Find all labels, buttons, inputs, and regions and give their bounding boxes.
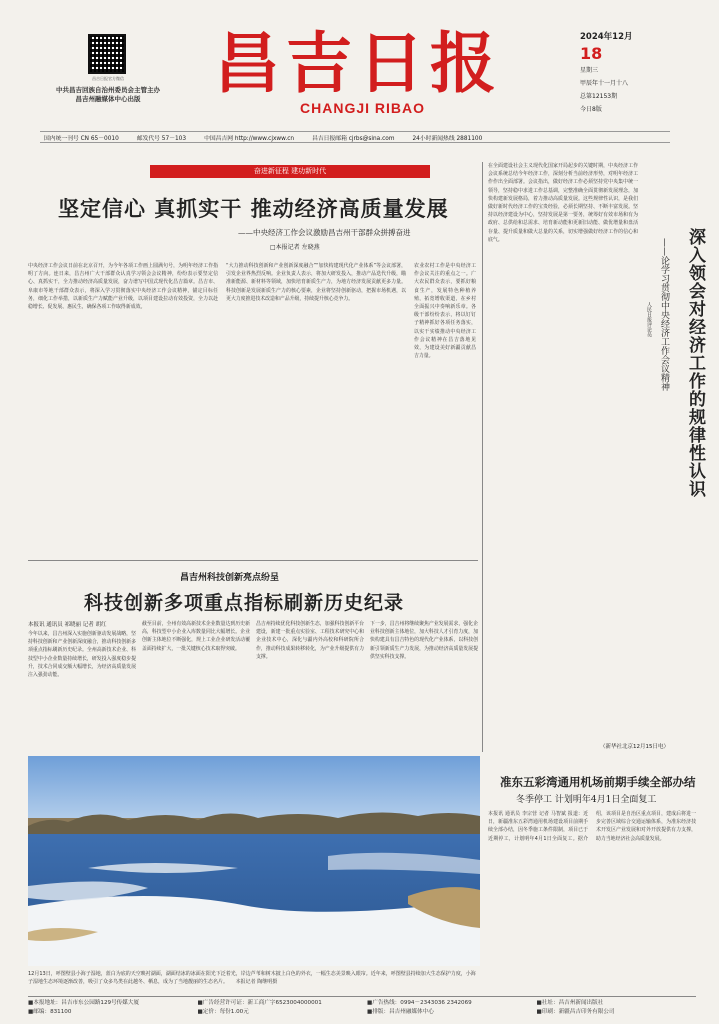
info-item: 邮发代号 57－103 bbox=[136, 135, 187, 142]
airport-body: 本报讯 通讯员 李宗营 记者 马智斌 报道：近日，新疆准东五彩湾通用机场建设项目前期手续全部办结，因冬季施工条件限制，项目已于近期停工，计划明年4月1日全面复工。据介绍，该项目是自治区重点项目，建成后将进一步完善区域综合交通运输体系，为准东经济技术开发区产业发展和对外开放提供有力支撑，助力当地经济社会高质量发展。 bbox=[488, 811, 696, 842]
science-byline: 本报讯 通讯员 祁晓丽 记者 胡红 bbox=[28, 622, 107, 628]
footer-item: ■社址：昌吉州新闻出版社 bbox=[536, 1000, 604, 1006]
commentary-dateline: （新华社北京12月15日电） bbox=[600, 744, 669, 750]
column-divider bbox=[482, 162, 483, 752]
qr-code bbox=[88, 34, 126, 74]
publisher-line-1: 中共昌吉回族自治州委员会主管主办 bbox=[56, 86, 160, 94]
footer-item: ■广告经营许可证：新工商广字6523004000001 bbox=[197, 1000, 322, 1006]
photo-credit: 本报记者 陶继明摄 bbox=[235, 979, 278, 985]
lead-byline: □本报记者 左晓燕 bbox=[270, 244, 320, 251]
science-headline: 科技创新多项重点指标刷新历史纪录 bbox=[84, 592, 405, 614]
info-item[interactable]: 昌吉日报邮箱 cjrbs@sina.com bbox=[312, 135, 395, 142]
commentary-subhead: ——论学习贯彻中央经济工作会议精神 bbox=[659, 238, 669, 391]
newspaper-title: 昌吉日报 bbox=[214, 24, 502, 102]
footer-item: ■印刷：新疆昌吉印务有限公司 bbox=[536, 1009, 615, 1015]
date-year-month: 2024年12月 bbox=[580, 32, 633, 42]
commentary-byline: 人民日报评论员 bbox=[646, 302, 652, 337]
qr-caption: 昌吉日报官方微信 bbox=[92, 76, 124, 81]
photo-caption bbox=[28, 970, 480, 986]
science-column-1: 今年以来，昌吉州深入实施创新驱动发展战略，坚持科技创新和产业创新深度融合，推动科技创新多项重点指标刷新历史纪录。全州高新技术企业、科技型中小企业数量持续增长，研发投入强度稳步提升，技术合同成交额大幅增长，为经济高质量发展注入强劲动能。 bbox=[28, 631, 136, 679]
weekday: 星期三 bbox=[580, 67, 599, 74]
wetland-photo-image bbox=[28, 756, 480, 966]
airport-headline: 准东五彩湾通用机场前期手续全部办结 bbox=[500, 775, 696, 789]
footer-item: ■邮编：831100 bbox=[28, 1009, 72, 1015]
lead-headline: 坚定信心 真抓实干 推动经济高质量发展 bbox=[58, 196, 449, 221]
lunar-date: 甲辰年十一月十八 bbox=[580, 80, 629, 87]
publisher-line-2: 昌吉州融媒体中心出版 bbox=[75, 95, 141, 103]
wetland-photo bbox=[28, 756, 480, 966]
lead-subhead: ——中央经济工作会议激励昌吉州干部群众拼搏奋进 bbox=[238, 228, 411, 237]
footer-item: ■定价：每份1.00元 bbox=[197, 1009, 249, 1015]
footer-item: ■广告热线：0994－2343036 2342069 bbox=[367, 1000, 472, 1006]
science-column-4: 下一步，昌吉州将继续聚焦产业发展需求，强化企业科技创新主体地位，加大科技人才引育力度，加快构建具有昌吉特色的现代化产业体系，以科技创新引领新质生产力发展，为推动经济高质量发展提供坚实科技支撑。 bbox=[370, 621, 478, 660]
lead-kicker: 奋进新征程 建功新时代 bbox=[150, 165, 430, 178]
science-column-2: 截至目前，全州有效高新技术企业数量达到历史新高，科技型中小企业入库数量同比大幅增长。企业创新主体地位不断强化，规上工业企业研发活动覆盖面持续扩大，一批关键核心技术取得突破。 bbox=[142, 621, 250, 652]
section-divider bbox=[28, 560, 478, 561]
date-block bbox=[580, 30, 690, 113]
info-item: 24小时新闻热线 2881100 bbox=[412, 135, 483, 142]
footer-item: ■本报地址：昌吉市东公园路129号传媒大厦 bbox=[28, 1000, 140, 1006]
page-count: 今日8版 bbox=[580, 106, 602, 113]
airport-subhead: 冬季停工 计划明年4月1日全面复工 bbox=[516, 795, 657, 805]
science-column-3: 昌吉州持续优化科技创新生态，加强科技创新平台建设，新建一批重点实验室、工程技术研究中心和企业技术中心，深化与疆内外高校和科研院所合作，推动科技成果转移转化，为产业升级提供有力支撑。 bbox=[256, 621, 364, 660]
science-kicker: 昌吉州科技创新亮点纷呈 bbox=[180, 573, 280, 583]
info-bar bbox=[40, 131, 670, 143]
footer bbox=[28, 996, 696, 1017]
newspaper-pinyin: CHANGJI RIBAO bbox=[300, 100, 426, 116]
info-item: 国内统一刊号 CN 65－0010 bbox=[44, 135, 119, 142]
commentary-headline: 深入领会对经济工作的规律性认识 bbox=[685, 228, 705, 498]
date-day: 18 bbox=[580, 44, 603, 63]
publisher bbox=[28, 86, 188, 104]
photo-caption-text: 12月13日，呼图壁县小海子湿地，蓝白为底的天空映衬湖面，湖面结冰的冰面在阳光下泛着光，岸边芦苇和树木披上白色的外衣，一幅生态美景映入眼帘。近年来，呼图壁县持续加大生态保护力度，小海子湿地生态环境逐渐改善，吸引了众多鸟类在此越冬、栖息，成为了当地靓丽的生态名片。 bbox=[28, 971, 476, 985]
footer-item: ■排版：昌吉州融媒体中心 bbox=[367, 1009, 434, 1015]
issue-total: 总第12153期 bbox=[580, 93, 618, 100]
info-item[interactable]: 中国昌吉网 http://www.cjxww.cn bbox=[204, 135, 295, 142]
lead-column-2: “大力推动科技创新和产业创新深度融合”“加快构建现代化产业体系”等会议部署，引发企业界热烈反响。企业负责人表示，将加大研发投入，推动产品迭代升级，瞄准新能源、新材料等领域，加快培育新质生产力，为地方经济发展贡献更多力量。科技创新是发展新质生产力的核心要素，企业将坚持创新驱动，把握市场机遇，以更大力度推进技术改造和产品升级，持续提升核心竞争力。 bbox=[226, 263, 406, 302]
commentary-body: 在全面建设社会主义现代化国家开局起步的关键时期，中央经济工作会议系统总结今年经济工作，深刻分析当前经济形势，对明年经济工作作出全面部署。会议指出，做好经济工作必须坚持党中央集中统一领导，坚持稳中求进工作总基调，完整准确全面贯彻新发展理念，加快构建新发展格局，着力推动高质量发展。这些规律性认识，是我们做好新时代经济工作的宝贵经验，必须长期坚持、不断丰富发展。坚持以经济建设为中心，坚持发展是第一要务，统筹好有效市场和有为政府、总供给和总需求、培育新动能和更新旧动能、做优增量和盘活存量、提升质量和做大总量的关系，切实增强做好经济工作的信心和底气。 bbox=[488, 163, 638, 243]
lead-column-1: 中央经济工作会议日前在北京召开，为今年各项工作画上圆满句号，为明年经济工作指明了方向。连日来，昌吉州广大干部群众认真学习领会会议精神，纷纷表示要坚定信心、真抓实干，全力推动经济高质量发展，奋力谱写中国式现代化昌吉篇章。昌吉市、阜康市等地干部群众表示，将深入学习贯彻落实中央经济工作会议精神，锚定目标任务，细化工作举措，以新质生产力赋能产业升级，以项目建设拉动有效投资，全力以赴稳增长、促发展、惠民生，确保各项工作取得新成效。 bbox=[28, 263, 218, 311]
lead-column-3: 农业农村工作是中央经济工作会议关注的重点之一。广大农民群众表示，要抓好粮食生产，发展特色种植养殖，拓宽增收渠道，在乡村全面振兴中奏响新乐章。各级干部纷纷表示，将以钉钉子精神抓好各项任务落实，以实干实绩推动中央经济工作会议精神在昌吉落地见效，为建设美好新疆贡献昌吉力量。 bbox=[414, 263, 476, 360]
